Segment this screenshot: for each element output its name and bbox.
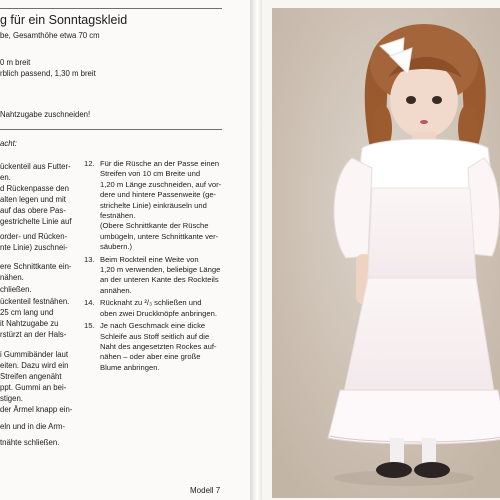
instruction-number: 13.: [84, 254, 95, 264]
instruction-item: [84, 159, 234, 253]
left-col-line: eiten. Dazu wird ein: [0, 361, 69, 370]
seam-note: Nahtzugabe zuschneiden!: [0, 110, 91, 119]
material-line-2: rblich passend, 1,30 m breit: [0, 69, 96, 78]
doll-illustration: [272, 8, 500, 498]
left-col-line: auf das obere Pas-: [0, 206, 66, 215]
left-col-line: order- und Rücken-: [0, 232, 68, 241]
left-col-line: chließen.: [0, 285, 32, 294]
left-col-line: nähen.: [0, 273, 24, 282]
instruction-item: [84, 255, 234, 297]
instruction-text: Für die Rüsche an der Passe einen Streifen von 10 cm Breite und 1,20 m Länge zuschneiden, auf vor- dere und hintere Passenweite (ge- strichelte Linie) einkräuseln und festnähen. (Obere Schnittkante der Rüsche umbügeln, untere Schnittkante ver- säubern.): [100, 159, 222, 252]
instruction-item: [84, 298, 234, 319]
subtitle: be, Gesamthöhe etwa 70 cm: [0, 31, 100, 40]
middle-rule: [0, 129, 222, 130]
left-col-line: alten legen und mit: [0, 195, 66, 204]
left-col-line: gestrichelte Linie auf: [0, 217, 72, 226]
left-col-line: en.: [0, 173, 11, 182]
left-col-line: ückenteil festnähen.: [0, 297, 70, 306]
instruction-text: Rücknaht zu ²/₃ schließen und oben zwei Druckknöpfe anbringen.: [100, 298, 217, 318]
left-col-line: 25 cm lang und: [0, 308, 54, 317]
page-title: g für ein Sonntagskleid: [0, 13, 128, 27]
left-col-line: nte Linie) zuschnei-: [0, 243, 68, 252]
section-heading: acht:: [0, 139, 17, 148]
instruction-number: 15.: [84, 321, 95, 331]
left-col-line: ppt. Gummi an bei-: [0, 383, 67, 392]
left-col-line: d Rückenpasse den: [0, 184, 69, 193]
page-footer: Modell 7: [190, 486, 221, 495]
left-col-line: ückenteil aus Futter-: [0, 162, 71, 171]
instruction-column: [84, 159, 234, 375]
doll-photo: [272, 8, 500, 498]
material-line-1: 0 m breit: [0, 58, 31, 67]
right-page: [262, 0, 500, 500]
book-gutter: [250, 0, 262, 500]
left-col-line: der Ärmel knapp ein-: [0, 405, 73, 414]
left-col-line: tnähte schließen.: [0, 438, 60, 447]
instruction-text: Je nach Geschmack eine dicke Schleife aus Stoff seitlich auf die Naht des angesetzten Rockes auf- nähen – oder aber eine große Blume anbringen.: [100, 321, 217, 372]
left-col-line: eln und in die Arm-: [0, 422, 66, 431]
instruction-number: 12.: [84, 159, 95, 168]
left-col-line: i Gummibänder laut: [0, 350, 69, 359]
instruction-text: Beim Rockteil eine Weite von 1,20 m verwenden, beliebige Länge an der unteren Kante des Rockteils annähen.: [100, 254, 221, 295]
instruction-item: [84, 321, 234, 373]
instruction-number: 14.: [84, 298, 95, 308]
left-col-line: stigen.: [0, 394, 23, 403]
top-rule: [0, 8, 222, 9]
left-col-line: rstürzt an der Hals-: [0, 330, 67, 339]
left-col-line: it Nahtzugabe zu: [0, 319, 59, 328]
left-col-line: Streifen angenäht: [0, 372, 62, 381]
left-col-line: ere Schnittkante ein-: [0, 262, 72, 271]
